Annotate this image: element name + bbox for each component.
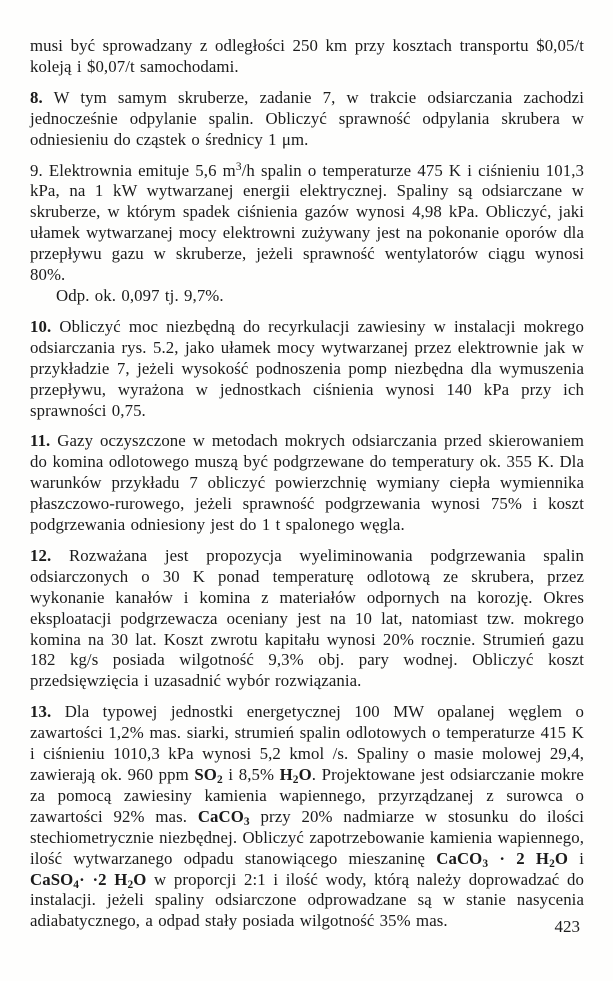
text-segment: 3 xyxy=(243,816,250,828)
text-segment: /h spalin o temperaturze 475 K i ciśnieniu 101,3 kPa, na 1 kW wytwarzanej energii elektrycznej. Spaliny są odsiarczane w skruberze, w którym spadek ciśnienia gazów wynosi 4,98 kPa. Obliczyć, jaki ułamek wytwarzanej mocy elektrowni zużywany jest na pokonanie oporów dla przepływu gazu w skruberze, jeżeli sprawność wentylatorów ciągu wynosi 80%. xyxy=(30,160,585,285)
text-segment: w proporcji 2:1 i ilość wody, którą należy doprowadzać do instalacji. jeżeli spaliny odsiarczone odprowadzane są w stanie nasycenia adiabatycznego, a odpad stały posiada wilgotność 35% mas. xyxy=(30,869,584,931)
text-segment: 10. xyxy=(30,316,52,336)
text-segment: 9. Elektrownia emituje 5,6 m xyxy=(30,160,236,180)
text-segment: i 8,5% xyxy=(222,765,280,784)
text-segment: . Projektowane jest odsiarczanie mokre za pomocą zawiesiny kamienia wapiennego, przyrządzanej z surowca o zawartości 92% mas. xyxy=(30,765,584,826)
problem-12 xyxy=(30,546,584,692)
text-segment: SO xyxy=(194,765,217,784)
text-segment: O xyxy=(554,848,569,868)
answer-9 xyxy=(30,286,584,307)
text-segment: 13. xyxy=(30,702,52,722)
text-segment: · ·2 H xyxy=(79,869,128,889)
problem-9 xyxy=(30,161,584,286)
text-segment: CaCO xyxy=(436,848,483,868)
text-segment: 8. xyxy=(30,87,43,107)
problem-10 xyxy=(30,317,584,422)
text-segment: 2 xyxy=(127,878,134,891)
text-segment: W tym samym skruberze, zadanie 7, w trakcie odsiarczania zachodzi jednocześnie odpylanie spalin. Obliczyć sprawność odpylania skrubera w odniesieniu do cząstek o średnicy 1 μm. xyxy=(30,87,584,149)
text-segment: 12. xyxy=(30,545,52,565)
text-segment: H xyxy=(279,765,293,784)
text-segment: O xyxy=(298,765,312,784)
text-segment: przy 20% nadmiarze w stosunku do ilości stechiometrycznie niezbędnej. Obliczyć zapotrzebowanie kamienia wapiennego, ilość wytwarzanego odpadu stanowiącego mieszaninę xyxy=(30,806,584,868)
text-segment: 3 xyxy=(235,161,242,174)
text-segment: 2 xyxy=(292,774,299,787)
content xyxy=(30,36,584,932)
text-segment: 2 xyxy=(549,857,555,870)
text-segment: O xyxy=(133,869,147,889)
text-segment: Gazy oczyszczone w metodach mokrych odsiarczania przed skierowaniem do komina odlotowego muszą być podgrzewane do temperatury ok. 355 K. Dla warunków przykładu 7 obliczyć powierzchnię wymiany ciepła wymiennika płaszczowo-rurowego, jeżeli sprawność podgrzewania wynosi 75% i koszt podgrzewania odniesiony jest do 1 t spalonego węgla. xyxy=(30,431,584,535)
problem-11 xyxy=(30,431,584,536)
problem-8 xyxy=(30,88,584,151)
text-segment: i xyxy=(568,848,585,868)
text-segment: 3 xyxy=(482,857,489,870)
page-number: 423 xyxy=(554,917,580,936)
intro-continuation xyxy=(30,36,584,78)
text-segment: 4 xyxy=(73,878,80,891)
text-segment: · 2 H xyxy=(488,848,550,868)
text-segment: CaSO xyxy=(30,869,74,889)
text-segment: Obliczyć moc niezbędną do recyrkulacji zawiesiny w instalacji mokrego odsiarczania rys. 5.2, jako ułamek mocy wytwarzanej przez elektrownie jak w przykładzie 7, jeżeli wysokość podnoszenia pomp niezbędna dla wymuszenia przepływu, wyrażona w jednostkach ciśnienia wynosi 140 kPa przy ich sprawności 0,75. xyxy=(30,316,584,420)
text-segment: Rozważana jest propozycja wyeliminowania podgrzewania spalin odsiarczonych o 30 K ponad temperaturę odlotową ze skrubera, przez wykonanie kanałów i komina z materiałów odpornych na korozję. Okres eksploatacji podgrzewacza oceniany jest na 10 lat, natomiast tzw. mokrego komina na 30 lat. Koszt zwrotu kapitału wynosi 20% rocznie. Strumień gazu 182 kg/s posiada wilgotność 9,3% obj. pary wodnej. Obliczyć koszt przedsięwzięcia i uzasadnić wybór rozwiązania. xyxy=(30,545,584,691)
text-segment: musi być sprowadzany z odległości 250 km przy kosztach transportu $0,05/t koleją i $0,07/t samochodami. xyxy=(30,36,584,76)
text-segment: 2 xyxy=(216,774,223,787)
text-segment: Odp. ok. 0,097 tj. 9,7%. xyxy=(56,285,224,305)
text-segment: 11. xyxy=(30,431,51,451)
text-segment: Dla typowej jednostki energetycznej 100 MW opalanej węglem o zawartości 1,2% mas. siarki, strumień spalin odlotowych o temperaturze 415 K i ciśnieniu 1010,3 kPa wynosi 5,2 kmol /s. Spaliny o masie molowej 29,4, zawierają ok. 960 ppm xyxy=(30,702,584,784)
problem-13 xyxy=(30,702,584,932)
text-segment: CaCO xyxy=(197,806,244,826)
